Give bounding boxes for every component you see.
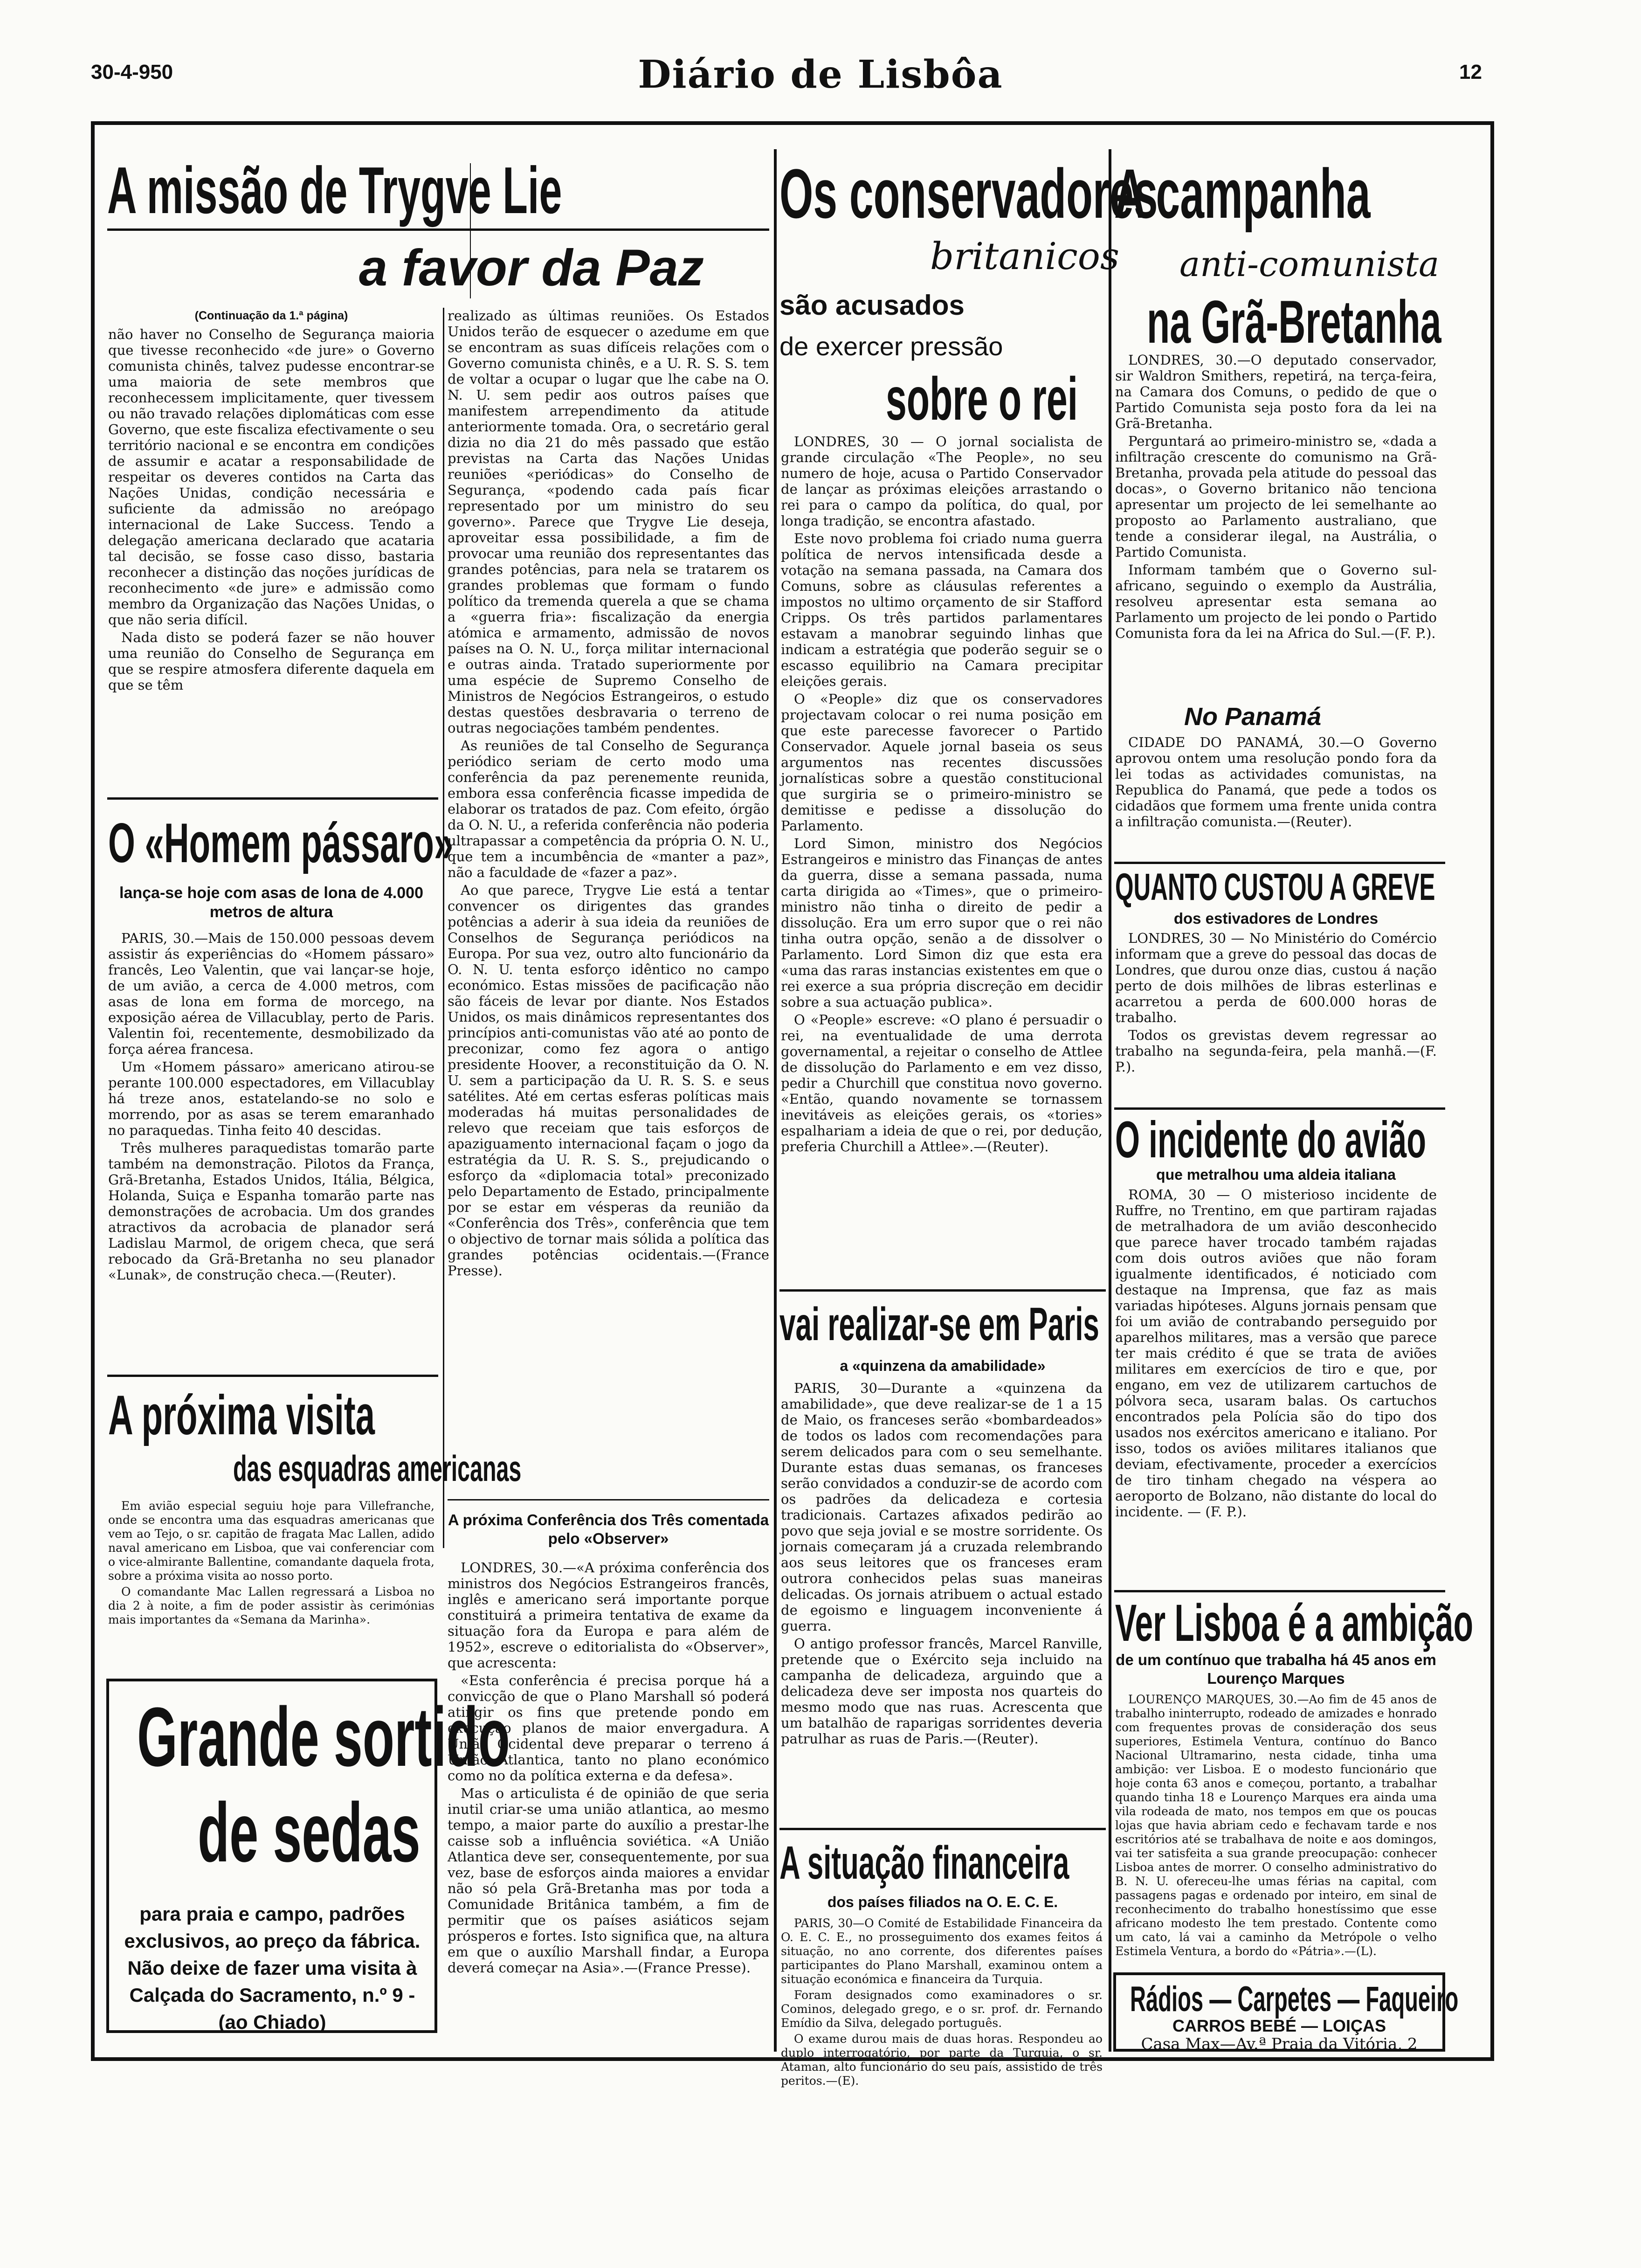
paragraph: O exame durou mais de duas horas. Respondeu ao duplo interrogatório, por parte da Turquia, o sr. Ataman, alto funcionário do seu país, assistido de três peritos.—(E). (781, 2032, 1103, 2088)
financeira-body (781, 1916, 1103, 2090)
radios-ad-line2: CARROS BEBÉ — LOIÇAS (1172, 2016, 1386, 2035)
paragraph: ROMA, 30 — O misterioso incidente de Ruffre, no Trentino, em que partiram rajadas de metralhadora de um avião desconhecido que parece haver trocado também rajadas com dois outros aviões que não foram igualmente identificados, é noticiado com destaque na Imprensa, que faz as mais variadas hipóteses. Alguns jornais pensam que foi um avião de contrabando perseguido por aparelhos militares, mas a versão que parece ter mais crédito é que se trata de aviões militares em exercícios de tiro e que, por engano, em vez de utilizarem cartuchos de pólvora seca, usaram balas. Os cartuchos encontrados pela Polícia são do tipo dos usados nos exércitos americano e italiano. Por isso, todos os aviões militares italianos que deviam, efectivamente, proceder a exercícios de tiro tinham chegado na véspera ao aeroporto de Bolzano, não distante do local do incidente. — (F. P.). (1115, 1187, 1437, 1520)
sedas-ad-line2: de sedas (198, 1786, 421, 1880)
paragraph: CIDADE DO PANAMÁ, 30.—O Governo aprovou ontem uma resolução pondo fora da lei todas as actividades comunistas, na Republica do Panamá, que pede a todos os cidadãos que formem uma frente unida contra a infiltração comunista.—(Reuter). (1115, 734, 1437, 830)
column-rule-1 (774, 149, 777, 2052)
conservadores-headline-5: sobre o rei (886, 365, 1078, 433)
greve-body (1115, 930, 1437, 1077)
greve-subhead: dos estivadores de Londres (1173, 910, 1379, 927)
homem-subhead: lança-se hoje com asas de lona de 4.000 metros de altura (119, 884, 423, 921)
paragraph: As reuniões de tal Conselho de Segurança periódico seriam de certo modo uma conferência da paz perenemente reunida, embora essa conferência ficasse impedida de elaborar os tratados de paz. Com efeito, órgão da O. N. U., a referida conferência não poderia ultrapassar a competência da própria O. N. U., que tem a incumbência de «manter a paz», não a faculdade de «fazer a paz». (448, 738, 769, 880)
sedas-advertisement (106, 1679, 510, 2033)
radios-advertisement (1113, 1972, 1459, 2054)
paragraph: «Esta conferência é precisa porque há a convicção de que o Plano Marshall só poderá atingir os fins que pretende pondo em execução planos de maior envergadura. A União Ocidental deve preparar o terreno á União Atlantica, tanto no plano económico como no da política externa e da defesa». (448, 1673, 769, 1784)
column-rule-2 (1109, 149, 1111, 2052)
separator (1114, 1107, 1445, 1110)
trygve-column-1 (108, 326, 434, 695)
sedas-ad-line1: Grande sortido (137, 1690, 510, 1784)
homem-body (108, 930, 434, 1285)
paragraph: O comandante Mac Lallen regressará a Lisboa no dia 2 à noite, a fim de poder assistir às cerimónias mais importantes da «Semana da Marinha». (108, 1585, 434, 1626)
separator (779, 1289, 1106, 1292)
campanha-headline-3: na Grã-Bretanha (1147, 288, 1441, 356)
paragraph: LONDRES, 30.—O deputado conservador, sir Waldron Smithers, repetirá, na terça-feira, na Camara dos Comuns, o pedido de que o Partido Comunista seja posto fora da lei na Grã-Bretanha. (1115, 352, 1437, 431)
lisboa-subhead: de um contínuo que trabalha há 45 anos em Lourenço Marques (1116, 1651, 1436, 1687)
visita-body (108, 1499, 434, 1629)
paragraph: O «People» diz que os conservadores projectavam colocar o rei numa posição em que este parecesse favorecer o Partido Conservador. Aquele jornal baseia os seus argumentos nas recentes discussões jornalísticas sobre a questão constitucional que surgiria se o primeiro-ministro se demitisse e pedisse a dissolução do Parlamento. (781, 691, 1103, 834)
paragraph: não haver no Conselho de Segurança maioria que tivesse reconhecido «de jure» o Governo comunista chinês, talvez pudesse encontrar-se uma maioria de sete membros que reconhecessem implicitamente, quer tivessem ou não travado relações diplomáticas com esse Governo, que este fiscaliza efectivamente o seu território nacional e se encontra em condições de assumir e acatar a responsabilidade de respeitar os deveres contidos na Carta das Nações Unidas, condição necessária e suficiente da admissão no areópago internacional de Lake Success. Tendo a delegação americana declarado que acataria tal decisão, se fosse caso disso, bastaria reconhecer a distinção das noções jurídicas de reconhecimento «de jure» e admissão como membro da Organização das Nações Unidas, o que não seria difícil. (108, 326, 434, 628)
paris-body (781, 1380, 1103, 1749)
campanha-headline-2: anti-comunista (1179, 244, 1440, 284)
trygve-headline: A missão de Trygve Lie (107, 153, 562, 228)
conservadores-headline: Os conservadores (779, 154, 1158, 233)
financeira-subhead: dos países filiados na O. E. C. E. (827, 1894, 1058, 1910)
trygve-rule (107, 228, 769, 231)
aviao-body (1115, 1187, 1437, 1521)
paragraph: Nada disto se poderá fazer se não houver uma reunião do Conselho de Segurança em que se respire atmosfera diferente daquela em que se têm (108, 629, 434, 693)
separator (779, 1828, 1106, 1830)
homem-headline: O «Homem pássaro» (108, 812, 454, 874)
paragraph: O «People» escreve: «O plano é persuadir o rei, na eventualidade de uma derrota governamental, a rejeitar o conselho de Attlee de dissolução do Parlamento e em vez disso, pedir a Churchill que constitua novo governo. «Então, quando novamente se tornassem inevitáveis as eleições gerais, os «tories» espalhariam a ideia de que o rei, por dedução, preferia Churchill a Attlee».—(Reuter). (781, 1012, 1103, 1155)
paragraph: Este novo problema foi criado numa guerra política de nervos intensificada desde a votação na semana passada, na Camara dos Comuns, sobre as cláusulas referentes a impostos no ultimo orçamento de sir Stafford Cripps. Os três partidos parlamentares estavam a manobrar seguindo linhas que indicam a estratégia que poderão seguir se o escasso equilibrio na Camara precipitar eleições gerais. (781, 531, 1103, 689)
paragraph: LONDRES, 30 — No Ministério do Comércio informam que a greve do pessoal das docas de Londres, que durou onze dias, custou á nação perto de dois milhões de libras esterlinas e acarretou a perda de 600.000 horas de trabalho. (1115, 930, 1437, 1025)
page-number: 12 (1459, 61, 1482, 83)
greve-headline: QUANTO CUSTOU A GREVE (1115, 866, 1435, 908)
paragraph: Em avião especial seguiu hoje para Villefranche, onde se encontra uma das esquadras americanas que vem ao Tejo, o sr. capitão de fragata Mac Lallen, adido naval americano em Lisboa, que vai conferenciar com o vice-almirante Ballentine, comandante daquela frota, sobre a próxima visita ao nosso porto. (108, 1499, 434, 1583)
paragraph: Três mulheres paraquedistas tomarão parte também na demonstração. Pilotos da França, Grã-Bretanha, Estados Unidos, Itália, Bélgica, Holanda, Suiça e Espanha tomarão parte nas demonstrações de acrobacia. Um dos grandes atractivos da acrobacia de planador será Ladislau Marmol, de origem checa, que será rebocado da Grã-Bretanha no seu planador «Lunak», de construção checa.—(Reuter). (108, 1140, 434, 1283)
visita-subhead: das esquadras americanas (233, 1448, 522, 1489)
separator (1114, 862, 1445, 864)
separator (1114, 1590, 1445, 1592)
conferencia-body (448, 1560, 769, 1978)
column-rule-inner (443, 308, 444, 1548)
newspaper-title: Diário de Lisbôa (638, 52, 1003, 97)
paragraph: Todos os grevistas devem regressar ao trabalho na segunda-feira, pela manhã.—(F. P.). (1115, 1027, 1437, 1075)
separator (448, 1499, 769, 1500)
financeira-headline: A situação financeira (779, 1837, 1069, 1889)
paragraph: PARIS, 30—O Comité de Estabilidade Financeira da O. E. C. E., no prosseguimento dos exames feitos á situação, no ano corrente, dos diferentes países participantes do Plano Marshall, examinou ontem a situação económica e financeira da Turquia. (781, 1916, 1103, 1986)
lisboa-body (1115, 1693, 1437, 1960)
trygve-column-2 (448, 308, 769, 1280)
visita-headline: A próxima visita (108, 1384, 375, 1446)
paragraph: LOURENÇO MARQUES, 30.—Ao fim de 45 anos de trabalho ininterrupto, rodeado de amizades e honrado com frequentes provas de consideração dos seus superiores, Estimela Ventura, contínuo do Banco Nacional Ultramarino, nesta cidade, tinha uma ambição: ver Lisboa. E o modesto funcionário que hoje conta 63 anos e começou, portanto, a trabalhar quando tinha 18 e Lourenço Marques era ainda uma vila rodeada de mato, nos tempos em que os poucas lojas que havia abriam cedo e fechavam tarde e nos escritórios até se trabalhava de noite e aos domingos, vai ter satisfeita a sua grande preocupação: conhecer Lisboa antes de morrer. O conselho administrativo do B. N. U. ofereceu-lhe umas férias na capital, com passagens pagas e ordenado por inteiro, em sinal de reconhecimento do trabalho honestíssimo que esse africano modesto lhe tem prestado. Contente como um cato, lá vai a caminho da Metrópole o velho Estimela Ventura, a bordo do «Pátria».—(L). (1115, 1693, 1437, 1958)
sedas-ad-text: para praia e campo, padrões exclusivos, ao preço da fábrica. Não deixe de fazer uma visita à Calçada do Sacramento, n.º 9 - (ao Chiado) (124, 1903, 421, 2033)
paris-subhead: a «quinzena da amabilidade» (840, 1357, 1046, 1374)
trygve-subheadline: a favor da Paz (359, 239, 704, 297)
separator (107, 1375, 438, 1377)
separator (107, 797, 438, 800)
paragraph: PARIS, 30.—Mais de 150.000 pessoas devem assistir ás experiências do «Homem pássaro» francês, Leo Valentin, que vai lançar-se hoje, de um avião, a cerca de 4.000 metros, com asas de lona em forma de morcego, na exposição aérea de Villacublay, perto de Paris. Valentin foi, recentemente, desmobilizado da força aérea francesa. (108, 930, 434, 1057)
paris-headline: vai realizar-se em Paris (779, 1298, 1099, 1350)
paragraph: Um «Homem pássaro» americano atirou-se perante 100.000 espectadores, em Villacublay há treze anos, estatelando-se no solo e morrendo, por as asas se terem emaranhado no paraquedas. Tinha feito 40 descidas. (108, 1059, 434, 1138)
paragraph: PARIS, 30—Durante a «quinzena da amabilidade», que deve realizar-se de 1 a 15 de Maio, os franceses serão «bombardeados» de todos os lados com recomendações para serem delicados para com o seu semelhante. Durante estas duas semanas, os franceses serão convidados a conduzir-se de acordo com os padrões da delicadeza e cortesia tradicionais. Cartazes afixados pedirão ao povo que seja jovial e se mostre sorridente. Os jornais começaram já a cruzada relembrando aos seus leitores que os franceses eram outrora conhecidos pelas suas maneiras delicadas. Os jornais atribuem o actual estado de egoismo e linguagem inconveniente á guerra. (781, 1380, 1103, 1634)
issue-date: 30-4-950 (91, 61, 173, 83)
conservadores-body (781, 434, 1103, 1156)
conferencia-headline: A próxima Conferência dos Três comentada pelo «Observer» (448, 1511, 769, 1547)
panama-body (1115, 734, 1437, 831)
campanha-headline: A campanha (1114, 154, 1371, 233)
campanha-body (1115, 352, 1437, 643)
paragraph: Foram designados como examinadores o sr. Cominos, delegado grego, e o sr. prof. dr. Fernando Emídio da Silva, delegado português. (781, 1988, 1103, 2030)
conservadores-headline-3: são acusados (779, 290, 965, 321)
lisboa-headline: Ver Lisboa é a ambição (1115, 1594, 1474, 1652)
paragraph: Perguntará ao primeiro-ministro se, «dada a infiltração crescente do comunismo na Grã-Bretanha, provada pela atitude do pessoal das docas», o Governo britanico não tenciona apresentar um projecto de lei semelhante ao proposto ao Parlamento australiano, que tende a considerar ilegal, na Austrália, o Partido Comunista. (1115, 433, 1437, 560)
aviao-headline: O incidente do avião (1115, 1111, 1426, 1169)
radios-ad-line3: Casa Max—Av.ª Praia da Vitória, 2 (1141, 2035, 1418, 2054)
paragraph: Lord Simon, ministro dos Negócios Estrangeiros e ministro das Finanças de antes da guerra, disse a semana passada, numa carta dirigida ao «Times», que o primeiro-ministro não tinha o direito de pedir a dissolução. Era um erro supor que o rei não tinha outra opção, senão a de dissolver o Parlamento. Lord Simon diz que esta era «uma das raras instancias existentes em que o rei exerce a sua própria discreção em decidir sobre a sua actuação publica». (781, 836, 1103, 1010)
paragraph: LONDRES, 30.—«A próxima conferência dos ministros dos Negócios Estrangeiros francês, inglês e americano será importante porque constituirá a primeira tentativa de exame da situação fora da Europa e para além de 1952», escreve o editorialista do «Observer», que acrescenta: (448, 1560, 769, 1671)
continued-note: (Continuação da 1.ª página) (194, 309, 348, 322)
paragraph: realizado as últimas reuniões. Os Estados Unidos terão de esquecer o azedume em que se encontram as suas difíceis relações com o Governo comunista chinês, e a U. R. S. S. tem de voltar a ocupar o lugar que lhe cabe na O. N. U. sem pedir aos outros países que manifestem arrependimento da atitude anteriormente tomada. Ora, o secretário geral dizia no dia 21 do mês passado que estão previstas na Carta das Nações Unidas reuniões «periódicas» do Conselho de Segurança, «podendo cada país ficar representado por um ministro do seu governo». Parece que Trygve Lie deseja, aproveitar essa possibilidade, a fim de provocar uma reunião dos representantes das grandes potências, para nela se tratarem os grandes problemas que formam o fundo político da tremenda querela a que se chama a «guerra fria»: fiscalização da energia atómica e armamento, admissão de novos países na O. N. U., força militar internacional e outras ainda. Tratado superiormente por uma espécie de Supremo Conselho de Ministros de Negócios Estrangeiros, o estudo destas questões desbravaria o terreno de outras negociações também pendentes. (448, 308, 769, 736)
conservadores-headline-2: britanicos (930, 235, 1120, 278)
panama-headline: No Panamá (1184, 703, 1322, 731)
trygve-continued (108, 308, 434, 324)
paragraph: Ao que parece, Trygve Lie está a tentar convencer os dirigentes das grandes potências a aderir à sua ideia da reuniões de Conselhos de Segurança periódicos na Europa. Por sua vez, outro alto funcionário da O. N. U. tenta esforço idêntico no campo económico. Estas missões de pacificação não são fáceis de levar por diante. Nos Estados Unidos, os mais dinâmicos representantes dos princípios anti-comunistas vão até ao ponto de preconizar, como fez agora o antigo presidente Hoover, a reconstituição da O. N. U. sem a participação da U. R. S. S. e seus satélites. Até em certas esferas políticas mais moderadas há muitas personalidades de relevo que receiam que tais esforços de apaziguamento internacional façam o jogo da estratégia da U. R. S. S., prejudicando o esforço da «diplomacia total» preconizado pelo Departamento de Estado, principalmente por se estar em vésperas da reunião da «Conferência dos Três», conferência que tem o objectivo de tornar mais sólida a política das grandes potências ocidentais.—(France Presse). (448, 882, 769, 1279)
paragraph: Informam também que o Governo sul-africano, seguindo o exemplo da Austrália, resolveu apresentar esta semana ao Parlamento um projecto de lei pondo o Partido Comunista fora da lei na Africa do Sul.—(F. P.). (1115, 562, 1437, 641)
paragraph: O antigo professor francês, Marcel Ranville, pretende que o Exército seja incluido na campanha de delicadeza, arguindo que a delicadeza deve ser imposta nos quarteis do mesmo modo que nas ruas. Acrescenta que um batalhão de raparigas sorridentes deveria patrulhar as ruas de Paris.—(Reuter). (781, 1636, 1103, 1747)
paragraph: LONDRES, 30 — O jornal socialista de grande circulação «The People», no seu numero de hoje, acusa o Partido Conservador de lançar as próximas eleições arrastando o rei para o campo da política, do qual, por longa tradição, se encontra afastado. (781, 434, 1103, 529)
aviao-subhead: que metralhou uma aldeia italiana (1156, 1166, 1396, 1183)
paragraph: Mas o articulista é de opinião de que seria inutil criar-se uma união atlantica, ao mesmo tempo, a maior parte do auxílio a prestar-lhe caisse sob a influência soviética. «A União Atlantica deve ser, consequentemente, por sua vez, base de esforços ainda maiores a envidar não só pela Grã-Bretanha mas por toda a Comunidade Britânica também, a fim de permitir que os países asiáticos sejam prósperos e fortes. Isto significa que, na altura em que o auxílio Marshall findar, a Europa deverá começar na Asia».—(France Presse). (448, 1785, 769, 1976)
conservadores-headline-4: de exercer pressão (779, 332, 1003, 361)
radios-ad-line1: Rádios — Carpetes — Faqueiro (1130, 1979, 1459, 2019)
